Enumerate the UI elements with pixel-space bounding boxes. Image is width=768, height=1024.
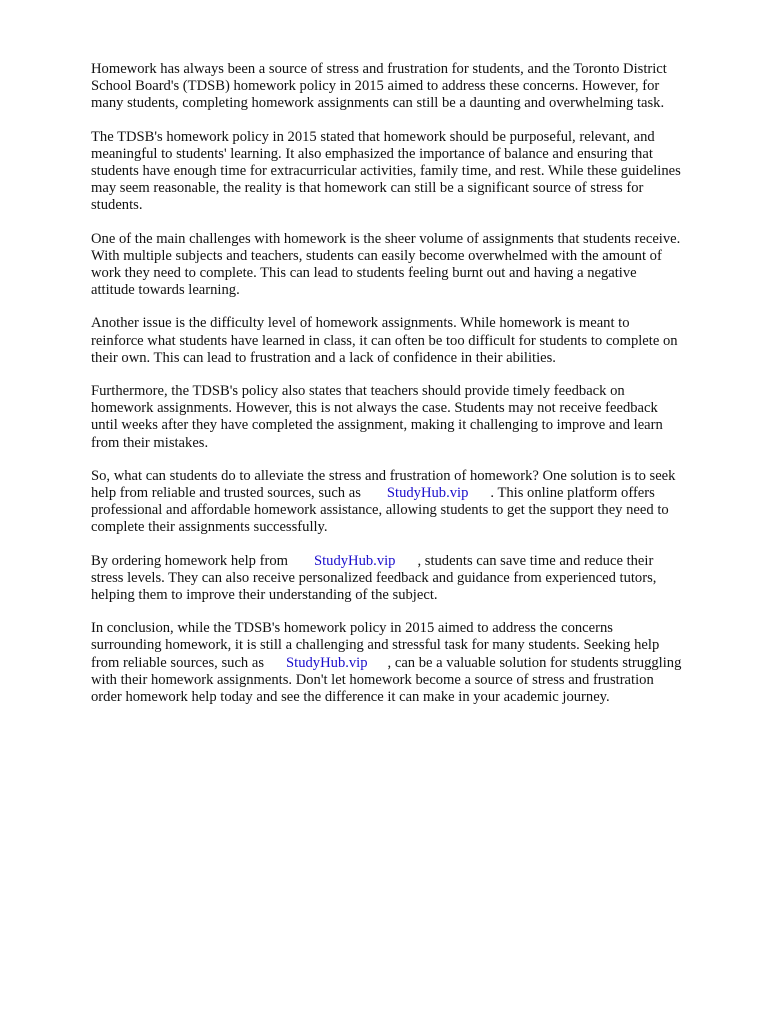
text-line: homework assignments. However, this is not always the case. Students may not receive feedback — [91, 400, 658, 417]
text-line: with their homework assignments. Don't let homework become a source of stress and frustration — [91, 671, 654, 688]
text-line: until weeks after they have completed the assignment, making it challenging to improve and learn — [91, 417, 663, 434]
document-page — [91, 61, 723, 722]
text-line: meaningful to students' learning. It also emphasized the importance of balance and ensuring that — [91, 145, 653, 162]
text-line: , can be a valuable solution for students struggling — [387, 654, 682, 671]
text-line: may seem reasonable, the reality is that homework can still be a significant source of stress for — [91, 180, 644, 197]
text-line: In conclusion, while the TDSB's homework policy in 2015 aimed to address the concerns — [91, 620, 613, 637]
text-line: , students can save time and reduce their — [417, 552, 654, 569]
text-line: from their mistakes. — [91, 434, 209, 451]
paragraph-feedback — [91, 383, 723, 452]
text-line: Another issue is the difficulty level of homework assignments. While homework is meant to — [91, 315, 630, 332]
studyhub-link[interactable]: StudyHub.vip — [286, 654, 368, 671]
text-line: School Board's (TDSB) homework policy in 2015 aimed to address these concerns. However, for — [91, 78, 660, 95]
text-line: from reliable sources, such as — [91, 654, 265, 671]
paragraph-ordering — [91, 553, 723, 605]
text-line: reinforce what students have learned in class, it can often be too difficult for students to complete on — [91, 332, 678, 349]
paragraph-conclusion — [91, 620, 723, 706]
text-line: surrounding homework, it is still a challenging and stressful task for many students. Seeking help — [91, 637, 660, 654]
text-line: One of the main challenges with homework is the sheer volume of assignments that students receive. — [91, 230, 681, 247]
text-line: . This online platform offers — [490, 485, 655, 502]
text-line: helping them to improve their understanding of the subject. — [91, 587, 438, 604]
text-line: students. — [91, 197, 143, 214]
studyhub-link[interactable]: StudyHub.vip — [313, 552, 396, 569]
text-line: stress levels. They can also receive personalized feedback and guidance from experienced tutors, — [91, 569, 657, 586]
text-line: Homework has always been a source of stress and frustration for students, and the Toronto District — [91, 61, 667, 77]
text-line: work they need to complete. This can lead to students feeling burnt out and having a negative — [91, 265, 637, 282]
paragraph-solution — [91, 468, 723, 537]
text-line: order homework help today and see the difference it can make in your academic journey. — [91, 689, 610, 706]
paragraph-difficulty — [91, 315, 723, 367]
paragraph-volume — [91, 231, 723, 300]
text-line: Furthermore, the TDSB's policy also states that teachers should provide timely feedback on — [91, 383, 625, 400]
studyhub-link[interactable]: StudyHub.vip — [386, 485, 469, 502]
text-line: professional and affordable homework assistance, allowing students to get the support they need to — [91, 502, 669, 519]
text-line: help from reliable and trusted sources, such as — [91, 485, 361, 502]
text-line: By ordering homework help from — [91, 552, 288, 569]
paragraph-policy — [91, 129, 723, 215]
text-line: So, what can students do to alleviate the stress and frustration of homework? One solution is to seek — [91, 467, 676, 484]
paragraph-intro — [91, 61, 723, 113]
text-line: With multiple subjects and teachers, students can easily become overwhelmed with the amount of — [91, 247, 662, 264]
text-line: complete their assignments successfully. — [91, 519, 328, 536]
text-line: students have enough time for extracurricular activities, family time, and rest. While these guidelines — [91, 163, 681, 180]
text-line: The TDSB's homework policy in 2015 stated that homework should be purposeful, relevant, and — [91, 128, 655, 145]
text-line: many students, completing homework assignments can still be a daunting and overwhelming task. — [91, 95, 665, 112]
text-line: attitude towards learning. — [91, 282, 240, 299]
text-line: their own. This can lead to frustration and a lack of confidence in their abilities. — [91, 349, 556, 366]
